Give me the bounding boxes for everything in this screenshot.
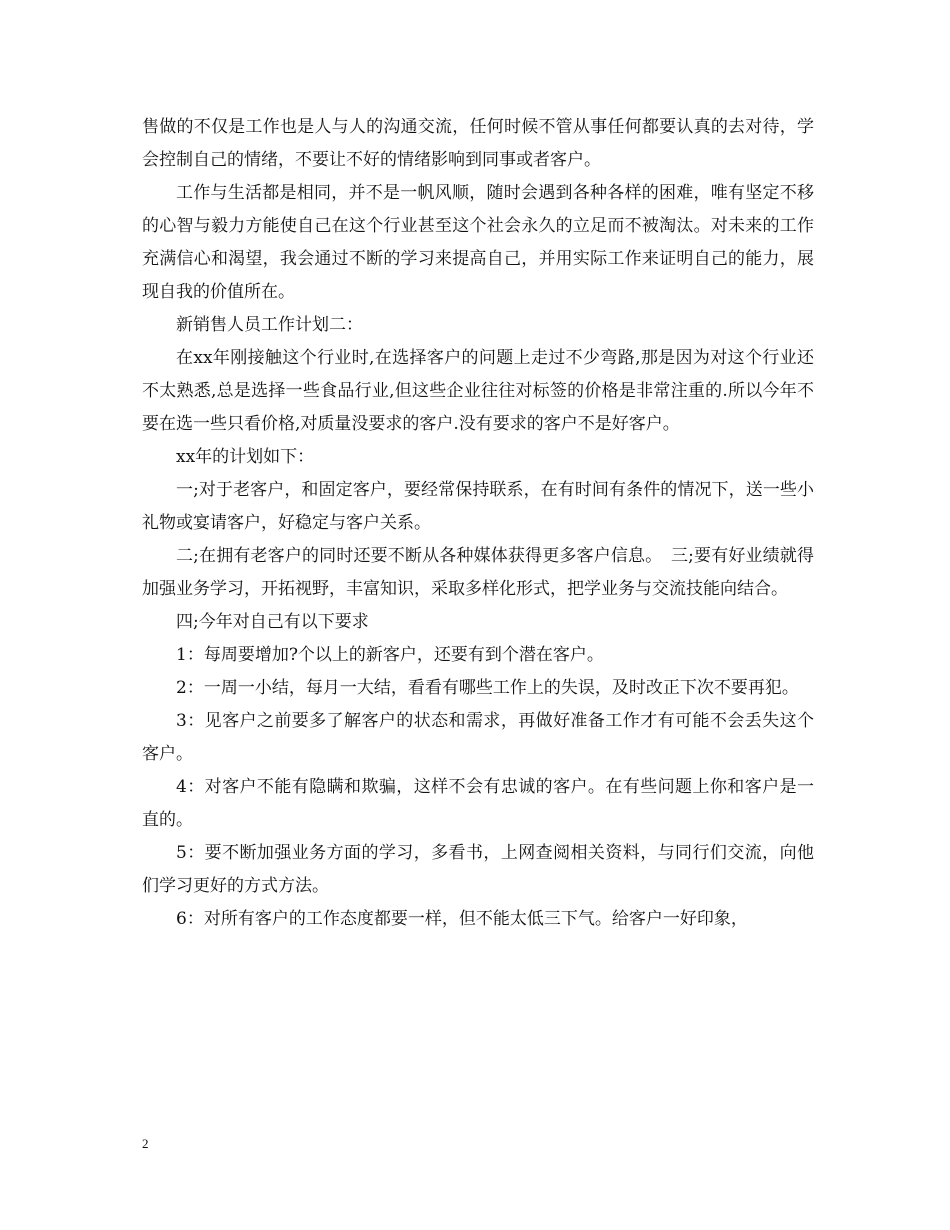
plan-item-1: 一;对于老客户，和固定客户，要经常保持联系，在有时间有条件的情况下，送一些小礼物或宴请客户，好稳定与客户关系。 (142, 480, 814, 533)
requirement-6: 6：对所有客户的工作态度都要一样，但不能太低三下气。给客户一好印象， (176, 909, 748, 929)
page-number: 2 (142, 1136, 149, 1151)
plan-item-2-3: 二;在拥有老客户的同时还要不断从各种媒体获得更多客户信息。 三;要有好业绩就得加强业务学习，开拓视野，丰富知识，采取多样化形式，把学业务与交流技能向结合。 (142, 546, 814, 599)
section-heading-plan-two: 新销售人员工作计划二： (176, 315, 363, 335)
requirement-2: 2：一周一小结，每月一大结，看看有哪些工作上的失误，及时改正下次不要再犯。 (176, 678, 799, 698)
paragraph-1: 售做的不仅是工作也是人与人的沟通交流，任何时候不管从事任何都要认真的去对待，学会控制自己的情绪，不要让不好的情绪影响到同事或者客户。 (142, 117, 814, 170)
paragraph-4: 在xx年刚接触这个行业时,在选择客户的问题上走过不少弯路,那是因为对这个行业还不太熟悉,总是选择一些食品行业,但这些企业往往对标签的价格是非常注重的.所以今年不要在选一些只看价格,对质量没要求的客户.没有要求的客户不是好客户。 (142, 348, 814, 434)
plan-intro: xx年的计划如下： (176, 447, 315, 467)
paragraph-2: 工作与生活都是相同，并不是一帆风顺，随时会遇到各种各样的困难，唯有坚定不移的心智与毅力方能使自己在这个行业甚至这个社会永久的立足而不被淘汰。对未来的工作充满信心和渴望，我会通过不断的学习来提高自己，并用实际工作来证明自己的能力，展现自我的价值所在。 (142, 183, 814, 302)
requirement-1: 1：每周要增加?个以上的新客户，还要有到个潜在客户。 (176, 645, 604, 665)
requirement-4: 4：对客户不能有隐瞒和欺骗，这样不会有忠诚的客户。在有些问题上你和客户是一直的。 (142, 777, 814, 830)
plan-item-4: 四;今年对自己有以下要求 (176, 612, 369, 632)
requirement-3: 3：见客户之前要多了解客户的状态和需求，再做好准备工作才有可能不会丢失这个客户。 (142, 711, 814, 764)
requirement-5: 5：要不断加强业务方面的学习，多看书，上网查阅相关资料，与同行们交流，向他们学习更好的方式方法。 (142, 843, 814, 896)
document-body (142, 111, 814, 936)
